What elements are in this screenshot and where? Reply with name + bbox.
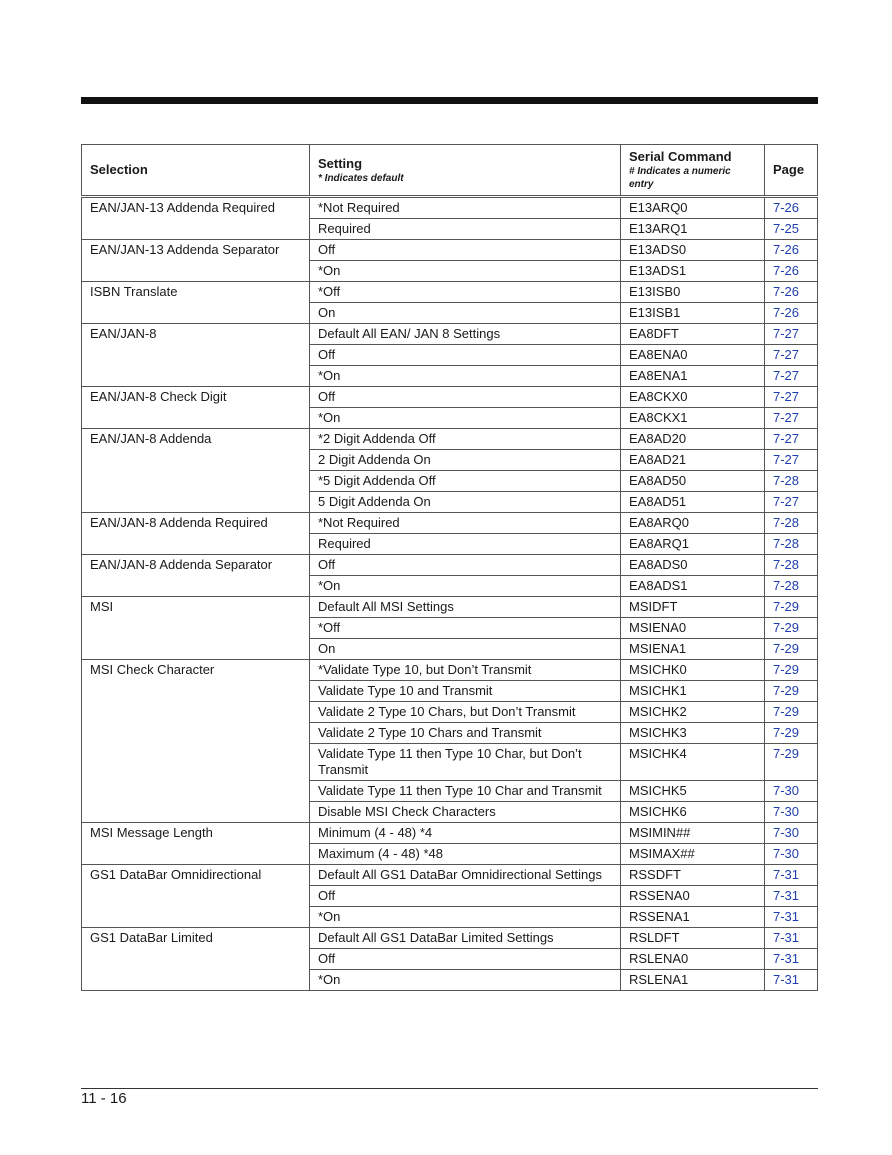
serial-command-cell: MSICHK3 (621, 723, 765, 744)
serial-command-cell: MSICHK0 (621, 660, 765, 681)
serial-command-cell: RSSENA1 (621, 907, 765, 928)
page-link[interactable]: 7-31 (765, 865, 818, 886)
serial-command-cell: MSIENA0 (621, 618, 765, 639)
table-row (82, 865, 818, 886)
selection-cell: GS1 DataBar Omnidirectional (82, 865, 310, 928)
setting-cell: Default All MSI Settings (310, 597, 621, 618)
serial-command-cell: RSLDFT (621, 928, 765, 949)
serial-command-cell: MSIDFT (621, 597, 765, 618)
footer-rule (81, 1088, 818, 1089)
selection-cell: MSI Message Length (82, 823, 310, 865)
serial-command-cell: E13ARQ1 (621, 219, 765, 240)
serial-command-cell: RSLENA1 (621, 970, 765, 991)
header-rule (81, 97, 818, 104)
selection-cell: EAN/JAN-8 Addenda Separator (82, 555, 310, 597)
page-link[interactable]: 7-27 (765, 387, 818, 408)
setting-header-note: * Indicates default (318, 172, 404, 184)
selection-cell: EAN/JAN-13 Addenda Required (82, 197, 310, 240)
setting-cell: On (310, 303, 621, 324)
table-row (82, 282, 818, 303)
page-link[interactable]: 7-27 (765, 429, 818, 450)
setting-cell: Maximum (4 - 48) *48 (310, 844, 621, 865)
page-link[interactable]: 7-26 (765, 282, 818, 303)
setting-cell: On (310, 639, 621, 660)
setting-cell: *On (310, 261, 621, 282)
page-link[interactable]: 7-29 (765, 744, 818, 781)
selection-header: Selection (82, 145, 310, 197)
setting-cell: Minimum (4 - 48) *4 (310, 823, 621, 844)
serial-command-cell: E13ADS1 (621, 261, 765, 282)
table-row (82, 555, 818, 576)
setting-cell: *5 Digit Addenda Off (310, 471, 621, 492)
setting-cell: 2 Digit Addenda On (310, 450, 621, 471)
page-link[interactable]: 7-31 (765, 970, 818, 991)
serial-command-cell: EA8AD21 (621, 450, 765, 471)
serial-command-cell: RSSENA0 (621, 886, 765, 907)
page-link[interactable]: 7-30 (765, 844, 818, 865)
setting-cell: Validate Type 11 then Type 10 Char and Transmit (310, 781, 621, 802)
table-body (82, 197, 818, 991)
selection-cell: EAN/JAN-8 (82, 324, 310, 387)
selection-cell: EAN/JAN-13 Addenda Separator (82, 240, 310, 282)
setting-cell: *On (310, 576, 621, 597)
setting-cell: Required (310, 534, 621, 555)
table-row (82, 660, 818, 681)
serial-command-cell: MSICHK6 (621, 802, 765, 823)
setting-cell: Off (310, 387, 621, 408)
serial-command-cell: EA8ARQ1 (621, 534, 765, 555)
serial-command-cell: MSICHK5 (621, 781, 765, 802)
serial-command-cell: EA8CKX0 (621, 387, 765, 408)
page-link[interactable]: 7-28 (765, 555, 818, 576)
table-row (82, 823, 818, 844)
setting-cell: Default All EAN/ JAN 8 Settings (310, 324, 621, 345)
serial-command-cell: EA8ADS1 (621, 576, 765, 597)
page-link[interactable]: 7-31 (765, 907, 818, 928)
page-link[interactable]: 7-27 (765, 492, 818, 513)
page-link[interactable]: 7-27 (765, 345, 818, 366)
page-link[interactable]: 7-31 (765, 949, 818, 970)
setting-cell: *2 Digit Addenda Off (310, 429, 621, 450)
page-link[interactable]: 7-28 (765, 513, 818, 534)
serial-command-cell: MSICHK2 (621, 702, 765, 723)
page-number: 11 - 16 (81, 1090, 127, 1107)
page-link[interactable]: 7-31 (765, 928, 818, 949)
page-link[interactable]: 7-30 (765, 823, 818, 844)
selection-cell: GS1 DataBar Limited (82, 928, 310, 991)
serial-command-cell: MSICHK1 (621, 681, 765, 702)
page-link[interactable]: 7-30 (765, 781, 818, 802)
page-link[interactable]: 7-28 (765, 576, 818, 597)
serial-command-cell: EA8ENA1 (621, 366, 765, 387)
setting-cell: Validate Type 11 then Type 10 Char, but Don’t Transmit (310, 744, 621, 781)
serial-command-cell: EA8AD51 (621, 492, 765, 513)
page-link[interactable]: 7-26 (765, 261, 818, 282)
selection-cell: MSI Check Character (82, 660, 310, 823)
setting-cell: *On (310, 907, 621, 928)
serial-command-cell: EA8ARQ0 (621, 513, 765, 534)
serial-command-cell: EA8AD50 (621, 471, 765, 492)
serial-command-cell: MSICHK4 (621, 744, 765, 781)
serial-command-cell: MSIMIN## (621, 823, 765, 844)
table-row (82, 324, 818, 345)
page-link[interactable]: 7-26 (765, 240, 818, 261)
setting-header: Setting * Indicates default (310, 145, 621, 197)
serial-command-cell: EA8ENA0 (621, 345, 765, 366)
page-link[interactable]: 7-29 (765, 681, 818, 702)
setting-cell: Off (310, 345, 621, 366)
page-link[interactable]: 7-27 (765, 450, 818, 471)
serial-command-cell: EA8DFT (621, 324, 765, 345)
serial-command-cell: E13ISB0 (621, 282, 765, 303)
setting-cell: Validate 2 Type 10 Chars and Transmit (310, 723, 621, 744)
serial-command-cell: MSIENA1 (621, 639, 765, 660)
serial-command-table (81, 144, 818, 991)
table-header-row (82, 145, 818, 197)
setting-cell: 5 Digit Addenda On (310, 492, 621, 513)
setting-cell: Off (310, 240, 621, 261)
table-row (82, 597, 818, 618)
setting-cell: Off (310, 886, 621, 907)
serial-command-cell: RSLENA0 (621, 949, 765, 970)
page-header: Page (765, 145, 818, 197)
table-row (82, 429, 818, 450)
setting-cell: *On (310, 408, 621, 429)
setting-cell: *Not Required (310, 513, 621, 534)
page-link[interactable]: 7-29 (765, 660, 818, 681)
selection-cell: MSI (82, 597, 310, 660)
page-link[interactable]: 7-27 (765, 324, 818, 345)
setting-cell: Disable MSI Check Characters (310, 802, 621, 823)
page-link[interactable]: 7-26 (765, 303, 818, 324)
page-link[interactable]: 7-31 (765, 886, 818, 907)
setting-cell: *Off (310, 282, 621, 303)
serial-command-cell: RSSDFT (621, 865, 765, 886)
setting-cell: Off (310, 949, 621, 970)
serial-command-cell: EA8AD20 (621, 429, 765, 450)
serial-command-cell: E13ARQ0 (621, 197, 765, 219)
selection-cell: ISBN Translate (82, 282, 310, 324)
table-row (82, 197, 818, 219)
setting-cell: Validate 2 Type 10 Chars, but Don’t Transmit (310, 702, 621, 723)
selection-cell: EAN/JAN-8 Addenda Required (82, 513, 310, 555)
table-row (82, 513, 818, 534)
page-link[interactable]: 7-28 (765, 534, 818, 555)
table-row (82, 240, 818, 261)
page-link[interactable]: 7-25 (765, 219, 818, 240)
setting-cell: *On (310, 970, 621, 991)
serial-command-cell: EA8ADS0 (621, 555, 765, 576)
setting-cell: Default All GS1 DataBar Omnidirectional Settings (310, 865, 621, 886)
serial-command-header: Serial Command # Indicates a numeric entry (621, 145, 765, 197)
setting-cell: Off (310, 555, 621, 576)
table-row (82, 387, 818, 408)
serial-command-header-note: # Indicates a numeric entry (629, 166, 731, 190)
page-link[interactable]: 7-26 (765, 197, 818, 219)
setting-cell: Validate Type 10 and Transmit (310, 681, 621, 702)
setting-cell: *Not Required (310, 197, 621, 219)
setting-cell: Default All GS1 DataBar Limited Settings (310, 928, 621, 949)
page-link[interactable]: 7-28 (765, 471, 818, 492)
serial-command-cell: E13ADS0 (621, 240, 765, 261)
serial-command-cell: E13ISB1 (621, 303, 765, 324)
serial-command-cell: MSIMAX## (621, 844, 765, 865)
setting-cell: *Validate Type 10, but Don’t Transmit (310, 660, 621, 681)
selection-cell: EAN/JAN-8 Check Digit (82, 387, 310, 429)
page-link[interactable]: 7-29 (765, 723, 818, 744)
setting-cell: *Off (310, 618, 621, 639)
table-row (82, 928, 818, 949)
page-link[interactable]: 7-30 (765, 802, 818, 823)
page-link[interactable]: 7-29 (765, 618, 818, 639)
setting-cell: Required (310, 219, 621, 240)
serial-command-cell: EA8CKX1 (621, 408, 765, 429)
page-link[interactable]: 7-29 (765, 597, 818, 618)
page-link[interactable]: 7-27 (765, 366, 818, 387)
setting-cell: *On (310, 366, 621, 387)
page-link[interactable]: 7-29 (765, 702, 818, 723)
selection-cell: EAN/JAN-8 Addenda (82, 429, 310, 513)
page-link[interactable]: 7-27 (765, 408, 818, 429)
page-link[interactable]: 7-29 (765, 639, 818, 660)
